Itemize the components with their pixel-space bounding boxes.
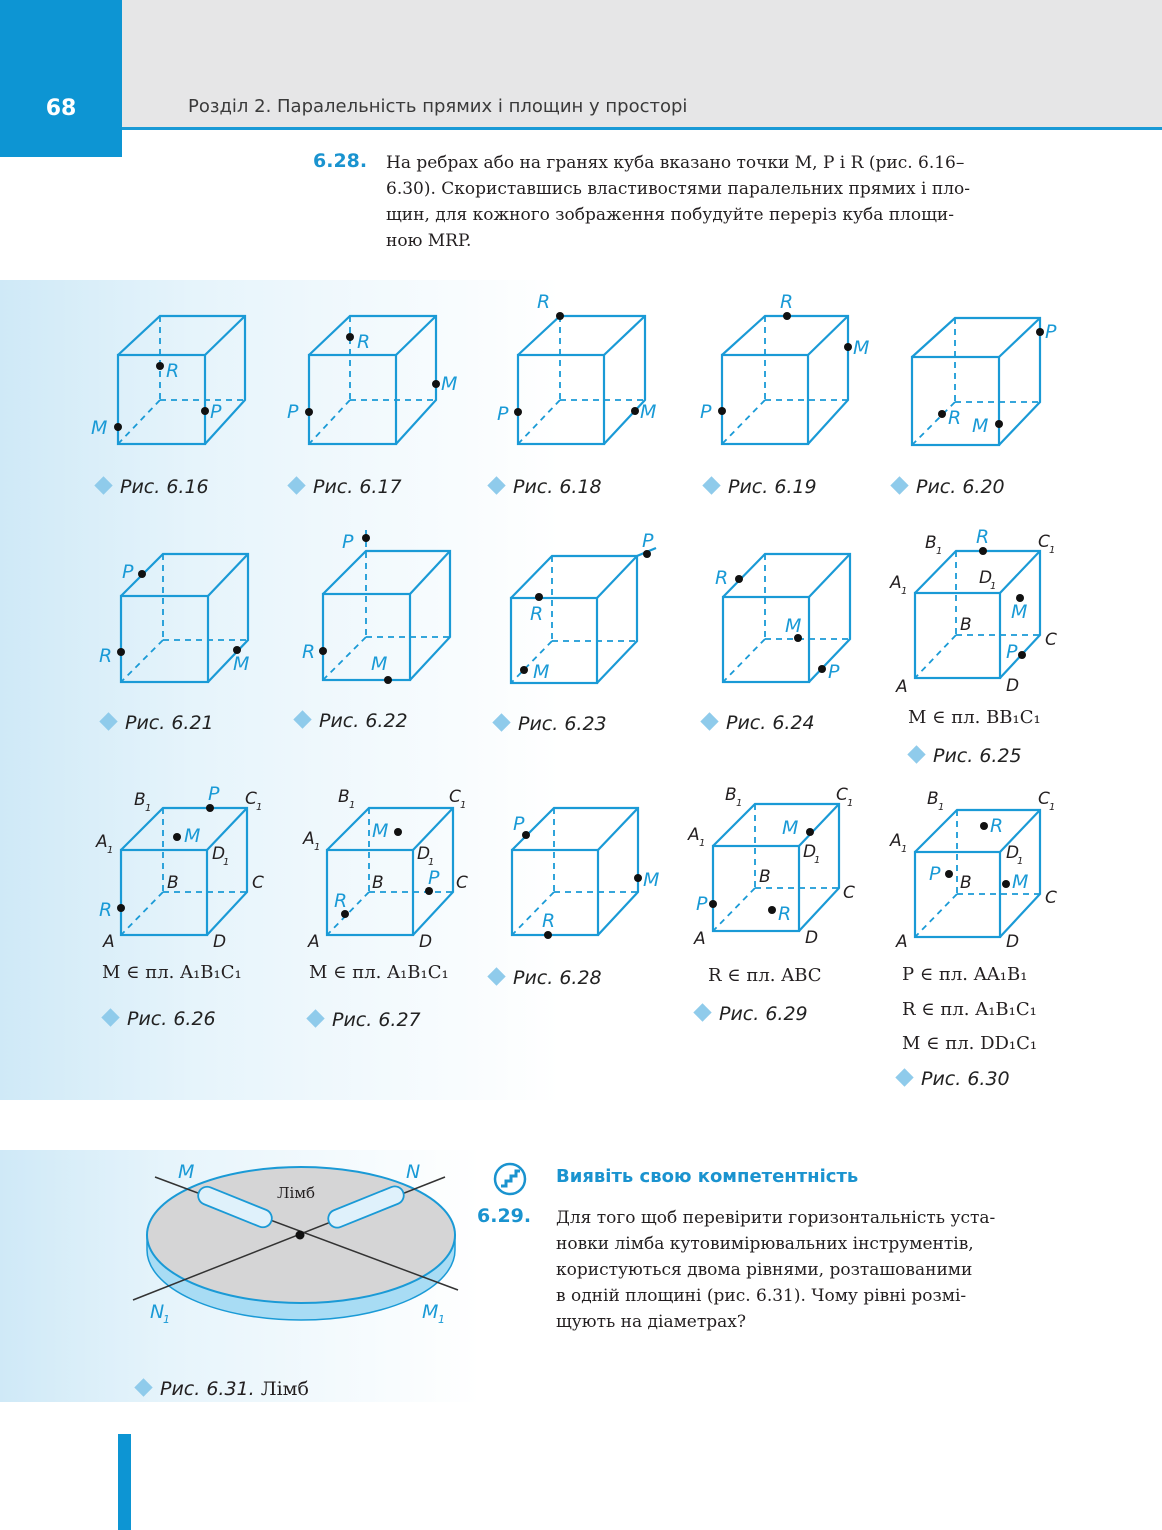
- point-label: R: [780, 291, 794, 313]
- task-629-line: новки лімба кутовимірювальних інструментів,: [556, 1234, 974, 1254]
- task-629-line: Для того щоб перевірити горизонтальність уста-: [556, 1208, 996, 1228]
- task-629-line: щують на діаметрах?: [556, 1312, 746, 1332]
- point-label: N: [406, 1161, 421, 1183]
- point-label: M: [533, 661, 550, 683]
- vertex-label: C: [1038, 789, 1050, 809]
- vertex-sub: 1: [936, 546, 943, 557]
- vertex-label: D: [803, 842, 817, 862]
- vertex-label: C: [1045, 888, 1057, 908]
- point-label: R: [99, 899, 113, 921]
- point-dot: [709, 900, 717, 908]
- vertex-label: C: [456, 873, 468, 893]
- point-label: P: [1006, 641, 1018, 663]
- point-dot: [718, 407, 726, 415]
- vertex-sub: 1: [1017, 856, 1024, 867]
- cube-figure-630: [889, 789, 1057, 952]
- task-629-line: в одній площині (рис. 6.31). Чому рівні розмі-: [556, 1286, 967, 1306]
- point-dot: [114, 423, 122, 431]
- vertex-label: C: [449, 787, 461, 807]
- figure-condition: M ∈ пл. A₁B₁C₁: [102, 962, 242, 983]
- point-dot: [945, 870, 953, 878]
- diamond-bullet-icon: [487, 967, 505, 985]
- vertex-sub: 1: [223, 857, 230, 868]
- point-label: N: [150, 1301, 165, 1323]
- task-628-line: щин, для кожного зображення побудуйте переріз куба площи-: [386, 205, 954, 225]
- header-rule: [122, 127, 1162, 130]
- figure-caption: Рис. 6.24: [703, 712, 815, 734]
- point-dot: [138, 570, 146, 578]
- vertex-label: B: [759, 867, 771, 887]
- point-dot: [1036, 328, 1044, 336]
- point-dot: [201, 407, 209, 415]
- task-629-number: 6.29.: [477, 1205, 532, 1227]
- diamond-bullet-icon: [293, 710, 311, 728]
- vertex-sub: 1: [847, 798, 854, 809]
- figure-condition: M ∈ пл. BB₁C₁: [908, 707, 1041, 728]
- point-label: P: [210, 401, 222, 423]
- point-dot: [783, 312, 791, 320]
- cube-figure-623: [511, 530, 656, 683]
- vertex-label: A: [103, 932, 115, 952]
- point-dot: [844, 343, 852, 351]
- task-629-text: [556, 1205, 1038, 1335]
- vertex-label: A: [694, 929, 706, 949]
- point-label: R: [778, 903, 792, 925]
- vertex-label: C: [252, 873, 264, 893]
- point-label: R: [99, 645, 113, 667]
- point-dot: [520, 666, 528, 674]
- point-label: R: [990, 815, 1004, 837]
- point-label: P: [428, 867, 440, 889]
- point-dot: [432, 380, 440, 388]
- point-label: P: [642, 530, 654, 552]
- point-dot: [980, 822, 988, 830]
- vertex-sub: 1: [256, 802, 263, 813]
- point-sub: 1: [163, 1313, 170, 1326]
- cube-figure-629: [687, 785, 855, 949]
- diamond-bullet-icon: [487, 476, 505, 494]
- point-label: P: [208, 783, 220, 805]
- page-tab: [0, 0, 122, 157]
- competence-title: Виявіть свою компетентність: [556, 1166, 859, 1187]
- point-label: P: [696, 893, 708, 915]
- point-label: R: [976, 526, 990, 548]
- diamond-bullet-icon: [134, 1378, 152, 1396]
- vertex-label: C: [1045, 630, 1057, 650]
- vertex-label: C: [836, 785, 848, 805]
- vertex-label: D: [417, 844, 431, 864]
- point-dot: [1002, 880, 1010, 888]
- figure-condition: P ∈ пл. AA₁B₁: [902, 964, 1028, 985]
- point-dot: [938, 410, 946, 418]
- figure-caption: Рис. 6.20: [893, 476, 1005, 498]
- vertex-sub: 1: [938, 802, 945, 813]
- point-label: M: [372, 820, 389, 842]
- diamond-bullet-icon: [101, 1008, 119, 1026]
- point-dot: [117, 648, 125, 656]
- diamond-bullet-icon: [306, 1009, 324, 1027]
- figure-caption: Рис. 6.28: [490, 967, 602, 989]
- cube-figure-616: [91, 316, 245, 444]
- point-dot: [735, 575, 743, 583]
- point-label: P: [122, 561, 134, 583]
- vertex-sub: 1: [428, 857, 435, 868]
- diamond-bullet-icon: [895, 1068, 913, 1086]
- task-628-line: ною MRP.: [386, 231, 472, 251]
- figure-caption: Рис. 6.30: [898, 1068, 1010, 1090]
- point-label: P: [342, 531, 354, 553]
- vertex-label: A: [303, 829, 315, 849]
- point-dot: [514, 408, 522, 416]
- figure-caption: Рис. 6.29: [696, 1003, 808, 1025]
- vertex-label: D: [979, 568, 993, 588]
- vertex-label: D: [1006, 932, 1020, 952]
- point-dot: [156, 362, 164, 370]
- limb-label: Лімб: [277, 1184, 316, 1202]
- task-628-line: На ребрах або на гранях куба вказано точки M, P і R (рис. 6.16–: [386, 153, 965, 173]
- point-label: M: [91, 417, 108, 439]
- vertex-label: D: [1006, 676, 1020, 696]
- cube-figure-627: [302, 787, 468, 952]
- vertex-label: B: [338, 787, 350, 807]
- vertex-label: A: [308, 932, 320, 952]
- point-label: R: [530, 603, 544, 625]
- vertex-sub: 1: [145, 803, 152, 814]
- page-bottom-bar: [118, 1434, 131, 1530]
- figure-condition: M ∈ пл. A₁B₁C₁: [309, 962, 449, 983]
- diamond-bullet-icon: [702, 476, 720, 494]
- task-629-line: користуються двома рівнями, розташованими: [556, 1260, 973, 1280]
- figure-caption: Рис. 6.22: [296, 710, 408, 732]
- figure-caption: Рис. 6.25: [910, 745, 1022, 767]
- point-dot: [319, 647, 327, 655]
- cube-figure-626: [95, 783, 264, 952]
- point-label: P: [1045, 321, 1057, 343]
- point-dot: [979, 547, 987, 555]
- point-dot: [818, 665, 826, 673]
- vertex-label: B: [372, 873, 384, 893]
- point-label: M: [640, 401, 657, 423]
- vertex-label: B: [167, 873, 179, 893]
- vertex-sub: 1: [1049, 545, 1056, 556]
- diamond-bullet-icon: [890, 476, 908, 494]
- diamond-bullet-icon: [94, 476, 112, 494]
- figure-caption: Рис. 6.16: [97, 476, 209, 498]
- point-label: R: [302, 641, 316, 663]
- point-label: M: [233, 653, 250, 675]
- point-label: M: [184, 825, 201, 847]
- vertex-label: A: [96, 832, 108, 852]
- vertex-label: B: [960, 615, 972, 635]
- vertex-label: D: [213, 932, 227, 952]
- point-label: P: [497, 403, 509, 425]
- point-label: R: [948, 407, 962, 429]
- diamond-bullet-icon: [492, 713, 510, 731]
- task-628-line: 6.30). Скориставшись властивостями паралельних прямих і пло-: [386, 179, 970, 199]
- point-label: R: [166, 360, 180, 382]
- limb-caption: Рис. 6.31. Лімб: [137, 1378, 309, 1400]
- vertex-label: D: [212, 844, 226, 864]
- vertex-sub: 1: [314, 842, 321, 853]
- point-label: R: [542, 910, 556, 932]
- cube-figure-625: [889, 526, 1057, 697]
- point-dot: [535, 593, 543, 601]
- vertex-label: B: [960, 873, 972, 893]
- limb-figure: [120, 1150, 470, 1380]
- vertex-sub: 1: [107, 845, 114, 856]
- point-dot: [384, 676, 392, 684]
- vertex-label: B: [134, 790, 146, 810]
- task-628-text: [386, 150, 1066, 254]
- cube-figure-618: [497, 291, 656, 444]
- point-label: R: [537, 291, 551, 313]
- figure-caption: Рис. 6.18: [490, 476, 602, 498]
- cube-figure-622: [302, 530, 450, 684]
- cube-figure-619: [700, 291, 869, 444]
- vertex-sub: 1: [990, 581, 997, 592]
- point-dot: [206, 804, 214, 812]
- point-label: P: [513, 813, 525, 835]
- vertex-sub: 1: [349, 800, 356, 811]
- point-label: M: [853, 337, 870, 359]
- point-dot: [346, 333, 354, 341]
- vertex-label: A: [890, 831, 902, 851]
- vertex-label: A: [896, 932, 908, 952]
- point-label: M: [643, 869, 660, 891]
- vertex-label: B: [927, 789, 939, 809]
- center-point: [296, 1231, 305, 1240]
- point-label: M: [785, 615, 802, 637]
- figure-caption: Рис. 6.21: [102, 712, 214, 734]
- point-dot: [117, 904, 125, 912]
- point-label: M: [422, 1301, 439, 1323]
- cube-figure-621: [99, 554, 249, 682]
- vertex-label: A: [688, 825, 700, 845]
- figure-condition: M ∈ пл. DD₁C₁: [902, 1033, 1038, 1054]
- figure-caption: Рис. 6.26: [104, 1008, 216, 1030]
- diamond-bullet-icon: [99, 712, 117, 730]
- point-dot: [1018, 651, 1026, 659]
- figure-condition: R ∈ пл. A₁B₁C₁: [902, 999, 1037, 1020]
- vertex-label: D: [805, 928, 819, 948]
- point-dot: [634, 874, 642, 882]
- diamond-bullet-icon: [287, 476, 305, 494]
- point-label: M: [782, 817, 799, 839]
- point-label: R: [357, 331, 371, 353]
- point-sub: 1: [438, 1313, 445, 1326]
- point-dot: [995, 420, 1003, 428]
- point-label: M: [972, 415, 989, 437]
- point-dot: [305, 408, 313, 416]
- point-label: M: [1011, 601, 1028, 623]
- vertex-sub: 1: [699, 838, 706, 849]
- stairs-icon: [493, 1162, 527, 1196]
- point-dot: [394, 828, 402, 836]
- point-label: R: [715, 567, 729, 589]
- vertex-sub: 1: [814, 855, 821, 866]
- vertex-sub: 1: [1049, 802, 1056, 813]
- vertex-sub: 1: [901, 586, 908, 597]
- vertex-sub: 1: [460, 800, 467, 811]
- point-label: P: [287, 401, 299, 423]
- vertex-label: A: [896, 677, 908, 697]
- diamond-bullet-icon: [693, 1003, 711, 1021]
- vertex-sub: 1: [736, 798, 743, 809]
- figure-caption: Рис. 6.17: [290, 476, 402, 498]
- figure-condition: R ∈ пл. ABC: [708, 965, 822, 986]
- vertex-label: C: [843, 883, 855, 903]
- page-number: 68: [45, 96, 77, 121]
- vertex-label: A: [890, 573, 902, 593]
- vertex-label: D: [1006, 843, 1020, 863]
- point-dot: [556, 312, 564, 320]
- point-dot: [631, 407, 639, 415]
- task-628-number: 6.28.: [313, 150, 368, 172]
- point-label: M: [1012, 871, 1029, 893]
- point-label: R: [334, 890, 348, 912]
- diamond-bullet-icon: [700, 712, 718, 730]
- diamond-bullet-icon: [907, 745, 925, 763]
- vertex-label: B: [925, 533, 937, 553]
- point-dot: [806, 828, 814, 836]
- point-label: M: [441, 373, 458, 395]
- cube-figure-620: [912, 318, 1057, 445]
- point-label: P: [700, 401, 712, 423]
- chapter-title: Розділ 2. Паралельність прямих і площин у просторі: [188, 96, 688, 117]
- point-dot: [544, 931, 552, 939]
- figure-caption: Рис. 6.19: [705, 476, 817, 498]
- cube-figure-617: [287, 316, 457, 444]
- vertex-label: D: [419, 932, 433, 952]
- point-dot: [362, 534, 370, 542]
- point-label: P: [828, 661, 840, 683]
- figure-caption: Рис. 6.27: [309, 1009, 421, 1031]
- point-label: P: [929, 863, 941, 885]
- vertex-sub: 1: [901, 844, 908, 855]
- point-dot: [768, 906, 776, 914]
- vertex-label: B: [725, 785, 737, 805]
- cube-figure-624: [715, 554, 850, 683]
- cube-figure-628: [512, 808, 659, 939]
- vertex-label: C: [1038, 532, 1050, 552]
- point-label: M: [371, 653, 388, 675]
- point-label: M: [178, 1161, 195, 1183]
- figure-caption: Рис. 6.23: [495, 713, 607, 735]
- vertex-label: C: [245, 789, 257, 809]
- point-dot: [173, 833, 181, 841]
